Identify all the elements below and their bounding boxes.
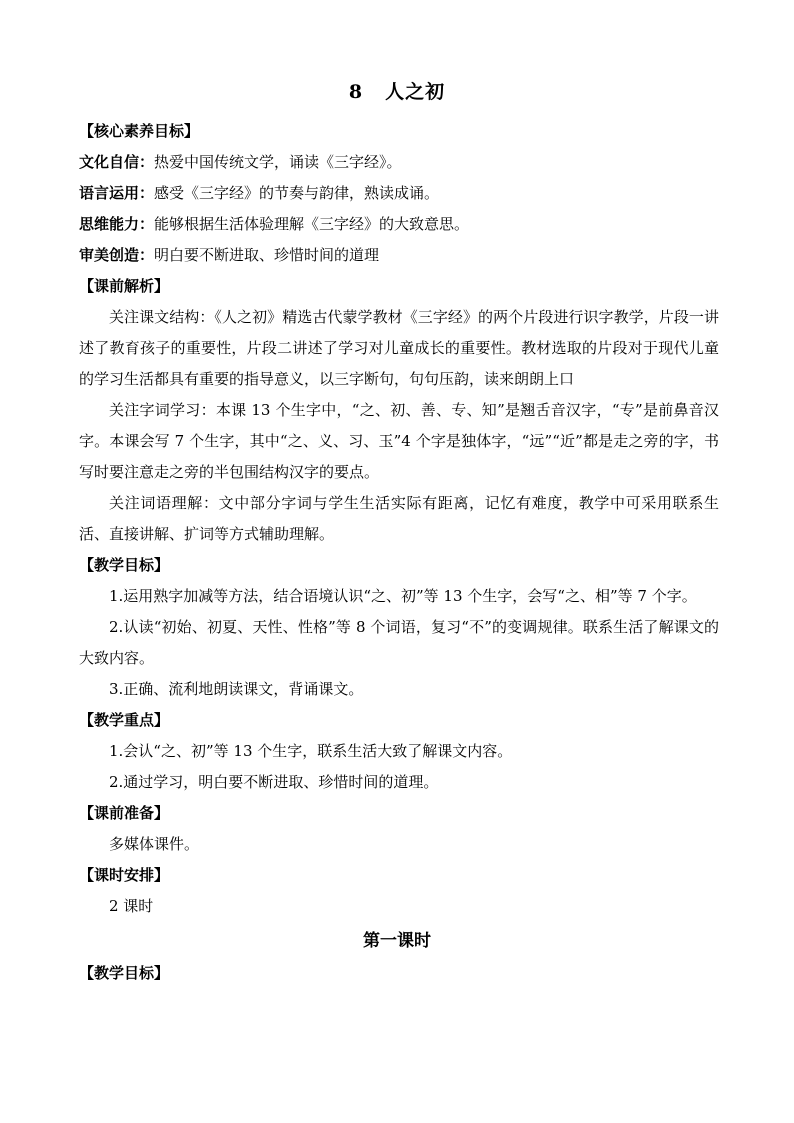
core-goal-label: 文化自信： xyxy=(79,153,155,171)
core-goal-label: 审美创造： xyxy=(79,246,155,264)
teaching-goal-paragraph: 1.运用熟字加减等方法，结合语境认识“之、初”等 13 个生字，会写“之、相”等 7 个字。 xyxy=(109,587,697,605)
core-goal-item xyxy=(79,240,719,271)
core-goal-text: 感受《三字经》的节奏与韵律，熟读成诵。 xyxy=(154,184,440,202)
key-point-item: 1.会认“之、初”等 13 个生字，联系生活大致了解课文内容。 xyxy=(109,742,513,760)
first-lesson-title: 第一课时 xyxy=(363,931,431,951)
teaching-goal-paragraph: 3.正确、流利地朗读课文，背诵课文。 xyxy=(109,680,364,698)
document-body xyxy=(79,116,719,989)
core-goal-item xyxy=(79,209,719,240)
analysis-paragraph: 关注字词学习：本课 13 个生字中，“之、初、善、专、知”是翘舌音汉字，“专”是前鼻音汉字。本课会写 7 个生字，其中“之、义、习、玉”4 个字是独体字，“远”“近”都是走之旁的字，书写时要注意走之旁的半包围结构汉字的要点。 xyxy=(79,401,719,481)
analysis-paragraph: 关注课文结构：《人之初》精选古代蒙学教材《三字经》的两个片段进行识字教学，片段一讲述了教育孩子的重要性，片段二讲述了学习对儿童成长的重要性。教材选取的片段对于现代儿童的学习生活都具有重要的指导意义，以三字断句，句句压韵，读来朗朗上口 xyxy=(79,308,719,388)
teaching-goals-heading: 【教学目标】 xyxy=(79,556,170,574)
key-point-item: 2.通过学习，明白要不断进取、珍惜时间的道理。 xyxy=(109,773,439,791)
lesson-title-text: 人之初 xyxy=(385,81,446,103)
lesson-number: 8 xyxy=(348,81,364,103)
analysis-paragraph: 关注词语理解：文中部分字词与学生生活实际有距离，记忆有难度，教学中可采用联系生活、直接讲解、扩词等方式辅助理解。 xyxy=(79,494,719,543)
core-goal-text: 能够根据生活体验理解《三字经》的大致意思。 xyxy=(154,215,470,233)
schedule-text: 2 课时 xyxy=(109,897,154,915)
analysis-heading: 【课前解析】 xyxy=(79,277,170,295)
preparation-heading: 【课前准备】 xyxy=(79,804,170,822)
core-goals-heading: 【核心素养目标】 xyxy=(79,122,200,140)
core-goal-label: 语言运用： xyxy=(79,184,155,202)
core-goal-item xyxy=(79,178,719,209)
core-goal-item xyxy=(79,147,719,178)
key-points-heading: 【教学重点】 xyxy=(79,711,170,729)
core-goal-label: 思维能力： xyxy=(79,215,155,233)
core-goal-text: 热爱中国传统文学，诵读《三字经》。 xyxy=(154,153,402,171)
schedule-heading: 【课时安排】 xyxy=(79,866,170,884)
preparation-text: 多媒体课件。 xyxy=(109,835,200,853)
lesson-title xyxy=(0,77,794,104)
teaching-goal-paragraph: 2.认读“初始、初夏、天性、性格”等 8 个词语，复习“不”的变调规律。联系生活了解课文的大致内容。 xyxy=(79,618,719,667)
core-goal-text: 明白要不断进取、珍惜时间的道理 xyxy=(154,246,380,264)
first-lesson-goals-heading: 【教学目标】 xyxy=(79,964,170,982)
